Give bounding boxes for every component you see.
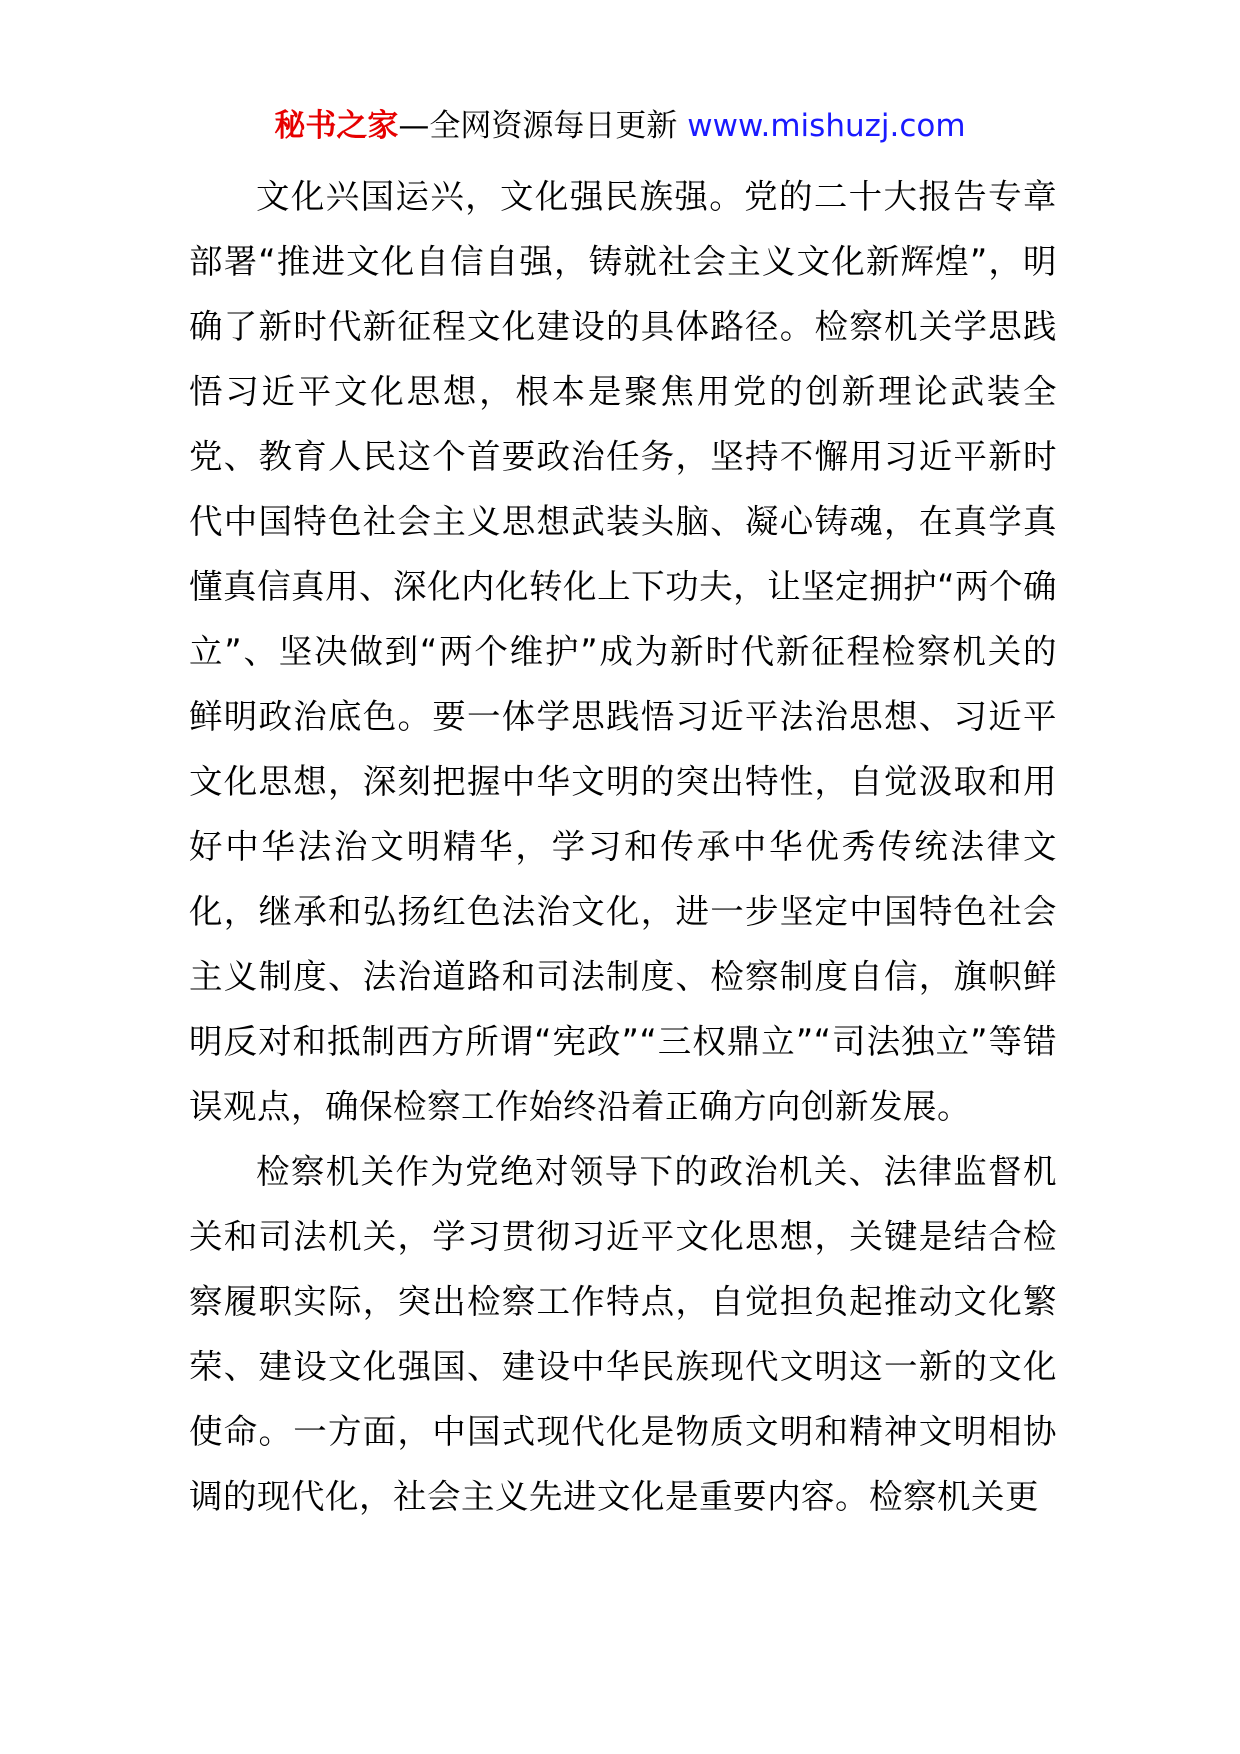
site-url-link[interactable]: www.mishuzj.com (687, 108, 966, 144)
paragraph-1: 文化兴国运兴，文化强民族强。党的二十大报告专章部署“推进文化自信自强，铸就社会主义文化新辉煌”，明确了新时代新征程文化建设的具体路径。检察机关学思践悟习近平文化思想，根本是聚焦用党的创新理论武装全党、教育人民这个首要政治任务，坚持不懈用习近平新时代中国特色社会主义思想武装头脑、凝心铸魂，在真学真懂真信真用、深化内化转化上下功夫，让坚定拥护“两个确立”、坚决做到“两个维护”成为新时代新征程检察机关的鲜明政治底色。要一体学思践悟习近平法治思想、习近平文化思想，深刻把握中华文明的突出特性，自觉汲取和用好中华法治文明精华，学习和传承中华优秀传统法律文化，继承和弘扬红色法治文化，进一步坚定中国特色社会主义制度、法治道路和司法制度、检察制度自信，旗帜鲜明反对和抵制西方所谓“宪政”“三权鼎立”“司法独立”等错误观点，确保检察工作始终沿着正确方向创新发展。 (189, 177, 1057, 1126)
document-body (189, 164, 1057, 1529)
paragraph-2: 检察机关作为党绝对领导下的政治机关、法律监督机关和司法机关，学习贯彻习近平文化思想，关键是结合检察履职实际，突出检察工作特点，自觉担负起推动文化繁荣、建设文化强国、建设中华民族现代文明这一新的文化使命。一方面，中国式现代化是物质文明和精神文明相协调的现代化，社会主义先进文化是重要内容。检察机关更 (189, 1152, 1057, 1516)
site-tagline: —全网资源每日更新 (398, 108, 688, 144)
site-header (0, 104, 1240, 148)
site-brand: 秘书之家 (274, 108, 399, 144)
